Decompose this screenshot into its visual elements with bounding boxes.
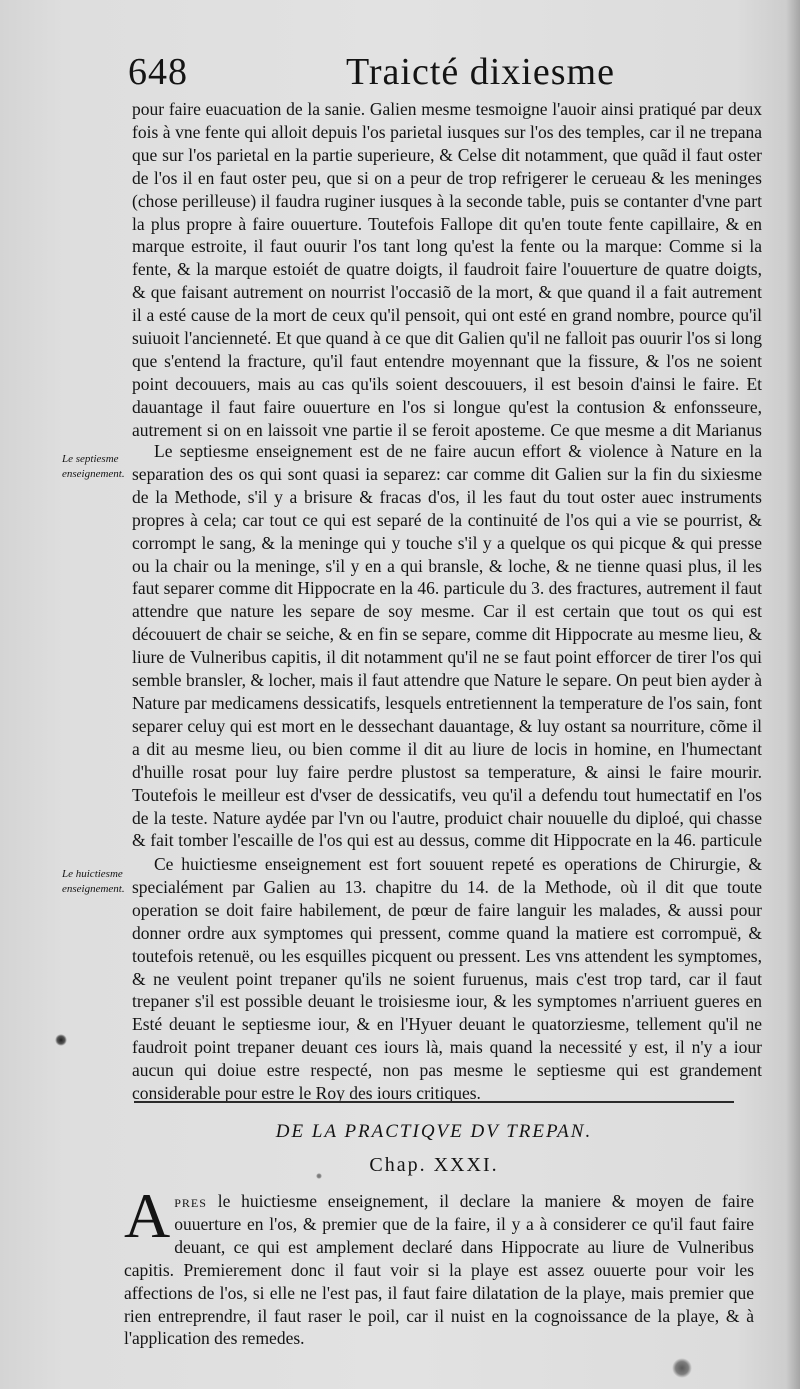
margin-note-huictiesme: Le huictiesme enseignement.: [62, 868, 125, 895]
ink-spot: [316, 1173, 322, 1179]
page-edge-shadow: [786, 0, 800, 1389]
chapter-paragraph: [124, 1180, 754, 1350]
body-text: [132, 98, 762, 1103]
chapter-opening: [124, 1180, 754, 1350]
paragraph-continuation: pour faire euacuation de la sanie. Galien mesme tesmoigne l'auoir ainsi pratiqué par deux fois à vne fente qui alloit depuis l'os parietal iusques sur l'os des temples, car il ne trepana que sur l'os parietal en la partie superieure, & Celse dit notamment, que quãd il faut oster de l'os il en faut oster peu, que si on a peur de trop refrigerer le cerueau & les meninges (chose perilleuse) il faudra ruginer iusques à la seconde table, puis se contanter d'vne part la plus propre à faire ouuerture. Toutefois Fallope dit qu'en toute fente capillaire, & en marque estroite, il faut ouurir l'os tant long qu'est la fente ou la marque: Comme si la fente, & la marque estoiét de quatre doigts, il faudroit faire l'ouuerture de quatre doigts, & que faisant autrement on nourrist l'occasiõ de la mort, & que quand il a fait autrement il a esté cause de la mort de ceux qu'il pensoit, qui ont esté en grand nombre, pource qu'il suiuoit l'ancienneté. Et que quand à ce que dit Galien qu'il ne falloit pas ouurir l'os si long que s'entend la fracture, qu'il faut entendre moyennant que la fissure, & l'os ne soient point decouuers, mais au cas qu'ils soient descouuers, il est besoin d'ainsi le faire. Et dauantage il faut faire ouuerture en l'os si longue qu'est la contusion & enfonsseure, autrement si on en laissoit vne partie il se feroit aposteme. Ce que mesme a dit Marianus: [132, 99, 762, 440]
running-head: [128, 50, 768, 98]
chapter-paragraph-text: le huictiesme enseignement, il declare la maniere & moyen de faire ouuerture en l'os, & premier que de la faire, il y a à considerer ce qu'il faut faire deuant, ce qui est amplement declaré dans Hippocrate au liure de Vulneribus capitis. Premierement donc il faut voir si la playe est assez ouuerte pour voir les affections de l'os, si elle ne l'est pas, il faut faire dilatation de la playe, mais premier que rien entreprendre, il faut raser le poil, car il nuist en la cognoissance de la playe, & à l'application des remedes.: [124, 1191, 754, 1349]
margin-note-septiesme: Le septiesme enseignement.: [62, 453, 125, 480]
paragraph-septiesme-enseignement: Le septiesme enseignement est de ne faire aucun effort & violence à Nature en la separation des os qui sont quasi ia separez: car comme dit Galien sur la fin du sixiesme de la Methode, s'il y a brisure & fracas d'os, il les faut du tout oster auec instruments propres à cela; car tout ce qui est separé de la continuité de l'os qui a vie se pourrist, & corrompt le sang, & la meninge qui y touche s'il y a quelque os qui picque & qui presse ou la chair ou la meninge, s'il y en a qui bransle, & loche, & ne tienne quasi plus, il les faut separer comme dit Hippocrate en la 46. particule du 3. des fractures, autrement il faut attendre que nature les separe de soy mesme. Car il est certain que tout os qui est découuert de chair se seiche, & en fin se separe, comme dit Hippocrate au mesme lieu, & liure de Vulneribus capitis, il dit notamment qu'il ne se faut point efforcer de tirer l'os qui semble bransler, & locher, mais il faut attendre que Nature le separe. On peut bien ayder à Nature par medicamens dessicatifs, lesquels entretiennent la temperature de l'os sain, font separer celuy qui est mort en le dessechant dauantage, & luy ostant sa nourriture, cõme il a dit au mesme lieu, ou bien comme il dit au liure de locis in homine, en l'humectant d'huille rosat pour luy faire perdre plustost sa temperature, & ainsi le faire mourir. Toutefois le meilleur est d'vser de dessicatifs, veu qu'il a defendu tout humectatif en l'os de la teste. Nature aydée par l'vn ou l'autre, produict chair nouuelle du diploé, qui chasse & fait tomber l'escaille de l'os qui est au dessus, comme dit Hippocrate en la 46. particule: [132, 441, 762, 851]
running-title: Traicté dixiesme: [346, 51, 615, 93]
chapter-heading: Chap. XXXI.: [369, 1154, 499, 1176]
section-divider: [134, 1101, 734, 1103]
ink-spot: [55, 1034, 67, 1046]
page-number: 648: [128, 51, 188, 93]
small-caps-word: pres: [174, 1191, 207, 1211]
section-heading: DE LA PRACTIQVE DV TREPAN.: [275, 1121, 593, 1142]
ink-spot: [672, 1358, 692, 1378]
paragraph-huictiesme-enseignement: Ce huictiesme enseignement est fort souuent repeté es operations de Chirurgie, & specialément par Galien au 13. chapitre du 14. de la Methode, où il dit que toute operation se doit faire habilement, de pœur de faire languir les malades, & aussi pour donner ordre aux symptomes qui pressent, comme quand la matiere est corrompuë, & toutefois retenuë, ou les esquilles picquent ou pressent. Les vns attendent les symptomes, & ne veulent point trepaner qu'ils ne soient furuenus, mais c'est trop tard, car il faut trepaner s'il est possible deuant le troisiesme iour, & les symptomes n'arriuent gueres en Esté deuant le septiesme iour, & en l'Hyuer deuant le quatorziesme, tellement qu'il ne faudroit point trepaner deuant ces iours là, mais quand la necessité y est, il n'y a iour aucun qui doiue estre respecté, non pas mesme le septiesme qui est grandement considerable pour estre le Roy des iours critiques.: [132, 854, 762, 1103]
drop-cap: A: [124, 1180, 171, 1251]
